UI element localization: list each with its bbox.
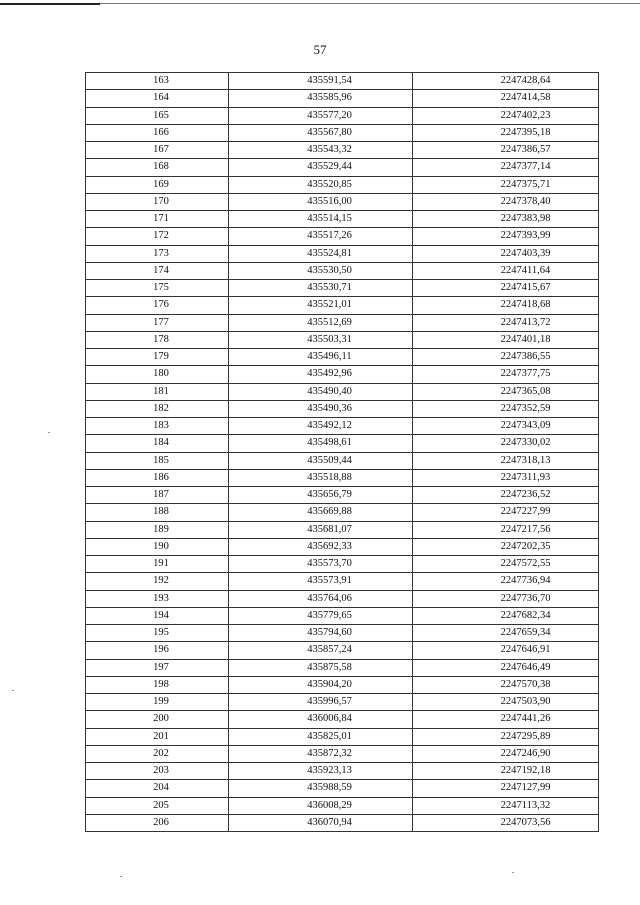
- x-coordinate-cell: 435764,06: [229, 590, 413, 607]
- y-coordinate-cell: 2247570,38: [413, 676, 599, 693]
- point-number-cell: 204: [86, 780, 229, 797]
- x-coordinate-cell: 435530,71: [229, 280, 413, 297]
- table-row: [86, 142, 599, 159]
- y-coordinate-cell: 2247377,75: [413, 366, 599, 383]
- x-coordinate-cell: 435490,40: [229, 383, 413, 400]
- point-number-cell: 180: [86, 366, 229, 383]
- y-coordinate-cell: 2247441,26: [413, 711, 599, 728]
- table-row: [86, 797, 599, 814]
- point-number-cell: 182: [86, 400, 229, 417]
- x-coordinate-cell: 435492,12: [229, 418, 413, 435]
- table-row: [86, 262, 599, 279]
- point-number-cell: 183: [86, 418, 229, 435]
- point-number-cell: 170: [86, 193, 229, 210]
- y-coordinate-cell: 2247383,98: [413, 211, 599, 228]
- x-coordinate-cell: 435779,65: [229, 607, 413, 624]
- x-coordinate-cell: 435875,58: [229, 659, 413, 676]
- table-row: [86, 556, 599, 573]
- y-coordinate-cell: 2247414,58: [413, 90, 599, 107]
- x-coordinate-cell: 435872,32: [229, 745, 413, 762]
- scan-speck: [48, 432, 50, 433]
- y-coordinate-cell: 2247377,14: [413, 159, 599, 176]
- x-coordinate-cell: 435996,57: [229, 694, 413, 711]
- point-number-cell: 181: [86, 383, 229, 400]
- point-number-cell: 194: [86, 607, 229, 624]
- y-coordinate-cell: 2247330,02: [413, 435, 599, 452]
- y-coordinate-cell: 2247386,57: [413, 142, 599, 159]
- scan-speck: [512, 872, 514, 873]
- x-coordinate-cell: 435498,61: [229, 435, 413, 452]
- x-coordinate-cell: 435520,85: [229, 176, 413, 193]
- y-coordinate-cell: 2247375,71: [413, 176, 599, 193]
- x-coordinate-cell: 435514,15: [229, 211, 413, 228]
- x-coordinate-cell: 435585,96: [229, 90, 413, 107]
- point-number-cell: 193: [86, 590, 229, 607]
- x-coordinate-cell: 435509,44: [229, 452, 413, 469]
- y-coordinate-cell: 2247418,68: [413, 297, 599, 314]
- x-coordinate-cell: 435512,69: [229, 314, 413, 331]
- x-coordinate-cell: 435490,36: [229, 400, 413, 417]
- point-number-cell: 172: [86, 228, 229, 245]
- y-coordinate-cell: 2247378,40: [413, 193, 599, 210]
- point-number-cell: 176: [86, 297, 229, 314]
- y-coordinate-cell: 2247113,32: [413, 797, 599, 814]
- table-row: [86, 728, 599, 745]
- table-row: [86, 228, 599, 245]
- x-coordinate-cell: 436070,94: [229, 814, 413, 831]
- y-coordinate-cell: 2247428,64: [413, 73, 599, 90]
- table-row: [86, 538, 599, 555]
- table-row: [86, 452, 599, 469]
- scan-speck: [12, 690, 14, 691]
- x-coordinate-cell: 435577,20: [229, 107, 413, 124]
- point-number-cell: 206: [86, 814, 229, 831]
- table-row: [86, 383, 599, 400]
- y-coordinate-cell: 2247403,39: [413, 245, 599, 262]
- y-coordinate-cell: 2247073,56: [413, 814, 599, 831]
- coordinates-table-body: [86, 73, 599, 832]
- y-coordinate-cell: 2247411,64: [413, 262, 599, 279]
- x-coordinate-cell: 435591,54: [229, 73, 413, 90]
- point-number-cell: 177: [86, 314, 229, 331]
- table-row: [86, 763, 599, 780]
- table-row: [86, 659, 599, 676]
- point-number-cell: 197: [86, 659, 229, 676]
- x-coordinate-cell: 435496,11: [229, 349, 413, 366]
- table-row: [86, 211, 599, 228]
- y-coordinate-cell: 2247236,52: [413, 487, 599, 504]
- x-coordinate-cell: 435573,91: [229, 573, 413, 590]
- point-number-cell: 196: [86, 642, 229, 659]
- y-coordinate-cell: 2247395,18: [413, 124, 599, 141]
- point-number-cell: 195: [86, 625, 229, 642]
- point-number-cell: 163: [86, 73, 229, 90]
- x-coordinate-cell: 436008,29: [229, 797, 413, 814]
- y-coordinate-cell: 2247659,34: [413, 625, 599, 642]
- x-coordinate-cell: 435794,60: [229, 625, 413, 642]
- x-coordinate-cell: 435904,20: [229, 676, 413, 693]
- point-number-cell: 187: [86, 487, 229, 504]
- y-coordinate-cell: 2247192,18: [413, 763, 599, 780]
- y-coordinate-cell: 2247318,13: [413, 452, 599, 469]
- point-number-cell: 173: [86, 245, 229, 262]
- point-number-cell: 185: [86, 452, 229, 469]
- table-row: [86, 400, 599, 417]
- point-number-cell: 201: [86, 728, 229, 745]
- table-row: [86, 331, 599, 348]
- x-coordinate-cell: 436006,84: [229, 711, 413, 728]
- y-coordinate-cell: 2247402,23: [413, 107, 599, 124]
- x-coordinate-cell: 435524,81: [229, 245, 413, 262]
- x-coordinate-cell: 435988,59: [229, 780, 413, 797]
- table-row: [86, 625, 599, 642]
- point-number-cell: 175: [86, 280, 229, 297]
- table-row: [86, 90, 599, 107]
- point-number-cell: 190: [86, 538, 229, 555]
- table-row: [86, 590, 599, 607]
- x-coordinate-cell: 435567,80: [229, 124, 413, 141]
- y-coordinate-cell: 2247646,91: [413, 642, 599, 659]
- page-number: 57: [313, 42, 327, 57]
- table-row: [86, 73, 599, 90]
- x-coordinate-cell: 435543,32: [229, 142, 413, 159]
- point-number-cell: 165: [86, 107, 229, 124]
- table-row: [86, 297, 599, 314]
- y-coordinate-cell: 2247365,08: [413, 383, 599, 400]
- x-coordinate-cell: 435516,00: [229, 193, 413, 210]
- table-row: [86, 694, 599, 711]
- table-row: [86, 124, 599, 141]
- y-coordinate-cell: 2247503,90: [413, 694, 599, 711]
- y-coordinate-cell: 2247401,18: [413, 331, 599, 348]
- y-coordinate-cell: 2247202,35: [413, 538, 599, 555]
- point-number-cell: 169: [86, 176, 229, 193]
- x-coordinate-cell: 435492,96: [229, 366, 413, 383]
- y-coordinate-cell: 2247682,34: [413, 607, 599, 624]
- top-edge-line-thin: [100, 3, 640, 4]
- table-row: [86, 745, 599, 762]
- table-row: [86, 314, 599, 331]
- point-number-cell: 186: [86, 469, 229, 486]
- point-number-cell: 200: [86, 711, 229, 728]
- x-coordinate-cell: 435692,33: [229, 538, 413, 555]
- y-coordinate-cell: 2247415,67: [413, 280, 599, 297]
- y-coordinate-cell: 2247352,59: [413, 400, 599, 417]
- y-coordinate-cell: 2247736,94: [413, 573, 599, 590]
- point-number-cell: 192: [86, 573, 229, 590]
- x-coordinate-cell: 435518,88: [229, 469, 413, 486]
- table-row: [86, 469, 599, 486]
- point-number-cell: 205: [86, 797, 229, 814]
- point-number-cell: 189: [86, 521, 229, 538]
- point-number-cell: 168: [86, 159, 229, 176]
- y-coordinate-cell: 2247393,99: [413, 228, 599, 245]
- y-coordinate-cell: 2247572,55: [413, 556, 599, 573]
- table-row: [86, 814, 599, 831]
- point-number-cell: 179: [86, 349, 229, 366]
- table-row: [86, 487, 599, 504]
- y-coordinate-cell: 2247246,90: [413, 745, 599, 762]
- table-row: [86, 107, 599, 124]
- table-row: [86, 642, 599, 659]
- top-edge-line: [0, 3, 100, 5]
- table-row: [86, 573, 599, 590]
- y-coordinate-cell: 2247646,49: [413, 659, 599, 676]
- x-coordinate-cell: 435517,26: [229, 228, 413, 245]
- x-coordinate-cell: 435656,79: [229, 487, 413, 504]
- x-coordinate-cell: 435923,13: [229, 763, 413, 780]
- y-coordinate-cell: 2247736,70: [413, 590, 599, 607]
- table-row: [86, 176, 599, 193]
- y-coordinate-cell: 2247217,56: [413, 521, 599, 538]
- table-row: [86, 245, 599, 262]
- table-row: [86, 607, 599, 624]
- coordinates-table: [85, 72, 599, 832]
- point-number-cell: 191: [86, 556, 229, 573]
- y-coordinate-cell: 2247311,93: [413, 469, 599, 486]
- point-number-cell: 166: [86, 124, 229, 141]
- table-row: [86, 676, 599, 693]
- table-row: [86, 435, 599, 452]
- table-row: [86, 280, 599, 297]
- table-row: [86, 159, 599, 176]
- point-number-cell: 174: [86, 262, 229, 279]
- x-coordinate-cell: 435825,01: [229, 728, 413, 745]
- x-coordinate-cell: 435681,07: [229, 521, 413, 538]
- point-number-cell: 188: [86, 504, 229, 521]
- point-number-cell: 171: [86, 211, 229, 228]
- x-coordinate-cell: 435573,70: [229, 556, 413, 573]
- table-row: [86, 418, 599, 435]
- y-coordinate-cell: 2247413,72: [413, 314, 599, 331]
- y-coordinate-cell: 2247227,99: [413, 504, 599, 521]
- table-row: [86, 366, 599, 383]
- point-number-cell: 184: [86, 435, 229, 452]
- x-coordinate-cell: 435503,31: [229, 331, 413, 348]
- table-row: [86, 780, 599, 797]
- point-number-cell: 164: [86, 90, 229, 107]
- point-number-cell: 198: [86, 676, 229, 693]
- table-row: [86, 349, 599, 366]
- y-coordinate-cell: 2247343,09: [413, 418, 599, 435]
- point-number-cell: 202: [86, 745, 229, 762]
- y-coordinate-cell: 2247386,55: [413, 349, 599, 366]
- x-coordinate-cell: 435529,44: [229, 159, 413, 176]
- table-row: [86, 193, 599, 210]
- x-coordinate-cell: 435530,50: [229, 262, 413, 279]
- x-coordinate-cell: 435521,01: [229, 297, 413, 314]
- table-row: [86, 711, 599, 728]
- point-number-cell: 203: [86, 763, 229, 780]
- table-row: [86, 521, 599, 538]
- point-number-cell: 178: [86, 331, 229, 348]
- y-coordinate-cell: 2247127,99: [413, 780, 599, 797]
- point-number-cell: 167: [86, 142, 229, 159]
- x-coordinate-cell: 435669,88: [229, 504, 413, 521]
- table-row: [86, 504, 599, 521]
- x-coordinate-cell: 435857,24: [229, 642, 413, 659]
- y-coordinate-cell: 2247295,89: [413, 728, 599, 745]
- scan-speck: [120, 876, 122, 877]
- point-number-cell: 199: [86, 694, 229, 711]
